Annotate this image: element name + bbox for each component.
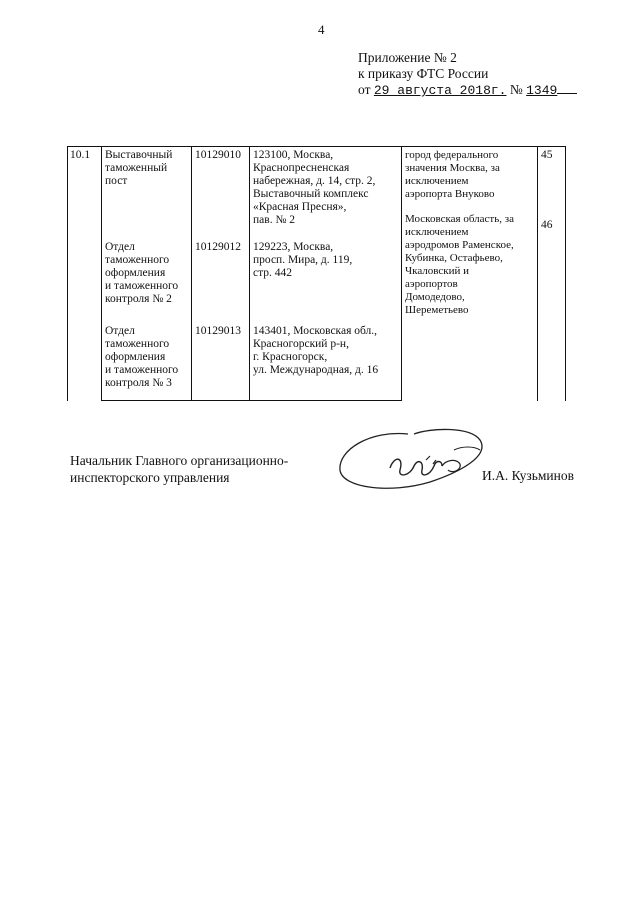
date-prefix: от [358,82,371,97]
signer-position-line2: инспекторского управления [70,470,230,485]
region-number-cell [538,147,566,401]
region-text: Московская область, за исключением аэродромов Раменское, Кубинка, Остафьево, Чкаловский и аэропортов Домодедово, Шереметьево [405,213,514,316]
post-address-text: 123100, Москва, Краснопресненская набережная, д. 14, стр. 2, Выставочный комплекс «Красная Пресня», пав. № 2 [253,149,376,226]
appendix-date-line [358,82,577,99]
appendix-header [358,50,577,99]
row-number: 10.1 [68,147,102,401]
post-code-text: 10129010 [195,149,241,161]
number-sign: № [509,82,523,97]
table-row [68,147,566,239]
region-cell [402,147,538,401]
appendix-order-ref: к приказу ФТС России [358,66,489,81]
signature-block [70,452,288,486]
post-code-text: 10129013 [195,324,241,337]
order-date: 29 августа 2018г. [373,83,507,98]
customs-posts-table [67,146,566,401]
post-address [250,323,402,401]
post-code [192,147,250,239]
post-name [102,239,192,323]
post-name-text: Выставочный таможенный пост [105,149,173,187]
post-address [250,239,402,323]
post-address-text: 143401, Московская обл., Красногорский р-н, г. Красногорск, ул. Международная, д. 16 [253,324,379,376]
region-text: город федерального значения Москва, за исключением аэропорта Внуково [405,149,500,200]
signer-position-line1: Начальник Главного организационно- [70,453,289,468]
page-number: 4 [318,22,325,37]
handwritten-signature [330,420,500,500]
post-name-text: Отдел таможенного оформления и таможенного контроля № 3 [105,324,179,389]
post-name [102,323,192,401]
post-address [250,147,402,239]
region-number: 46 [541,219,553,231]
post-code [192,239,250,323]
signer-name: И.А. Кузьминов [482,468,574,483]
appendix-title: Приложение № 2 [358,50,457,65]
post-name-text: Отдел таможенного оформления и таможенного контроля № 2 [105,240,179,305]
post-code [192,323,250,401]
post-name [102,147,192,239]
post-address-text: 129223, Москва, просп. Мира, д. 119, стр. 442 [253,240,353,279]
post-code-text: 10129012 [195,240,241,253]
region-number: 45 [541,149,553,161]
underline-tail [557,82,577,94]
order-number: 1349 [526,83,558,98]
